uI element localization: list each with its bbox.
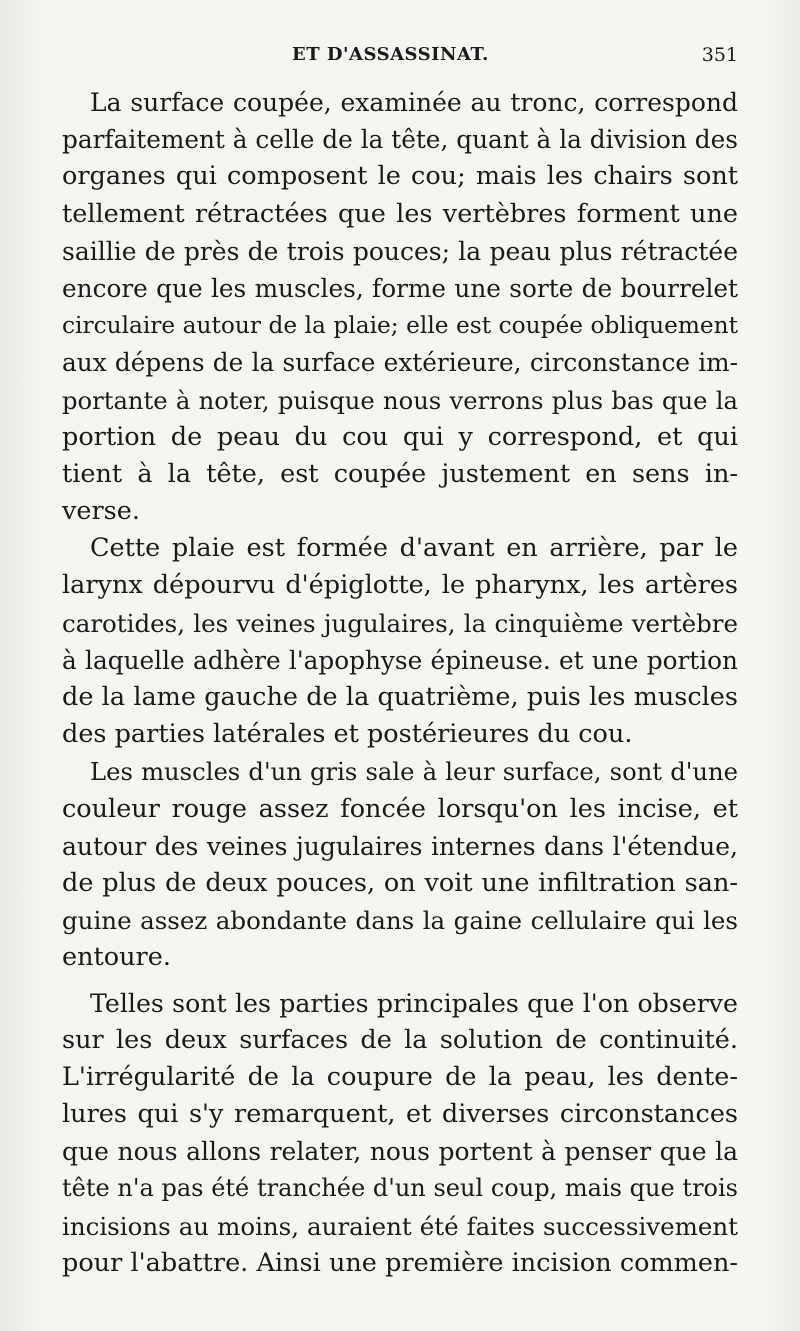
paragraph-2: [62, 530, 738, 753]
text-line: autour des veines jugulaires internes dans l'étendue,: [62, 831, 738, 861]
text-line: tient à la tête, est coupée justement en sens in-: [62, 458, 738, 489]
text-line: tête n'a pas été tranchée d'un seul coup, mais que trois: [62, 1174, 738, 1203]
text-line: Telles sont les parties principales que l'on observe: [90, 988, 738, 1018]
text-line: organes qui composent le cou; mais les chairs sont: [62, 161, 738, 192]
page-header: [62, 44, 738, 74]
text-line: des parties latérales et postérieures du cou.: [62, 719, 633, 750]
text-line: portion de peau du cou qui y correspond, et qui: [62, 421, 738, 452]
body-text: [62, 84, 738, 1282]
text-line: carotides, les veines jugulaires, la cinquième vertèbre: [62, 608, 738, 638]
text-line: guine assez abondante dans la gaine cellulaire qui les: [62, 906, 738, 936]
text-line: portante à noter, puisque nous verrons plus bas que la: [62, 385, 738, 415]
text-line: de la lame gauche de la quatrième, puis les muscles: [62, 682, 738, 712]
paragraph-3: [62, 753, 738, 976]
text-line: pour l'abattre. Ainsi une première incision commen-: [62, 1247, 738, 1278]
text-line: parfaitement à celle de la tête, quant à la division des: [62, 125, 738, 155]
text-line: lures qui s'y remarquent, et diverses circonstances: [62, 1099, 738, 1130]
text-line: saillie de près de trois pouces; la peau plus rétractée: [62, 236, 738, 266]
text-line: L'irrégularité de la coupure de la peau, les dente-: [62, 1061, 738, 1092]
text-line: circulaire autour de la plaie; elle est coupée obliquement: [62, 312, 738, 340]
text-line: Les muscles d'un gris sale à leur surface, sont d'une: [90, 757, 738, 787]
text-line: larynx dépourvu d'épiglotte, le pharynx, les artères: [62, 570, 738, 601]
text-line: entoure.: [62, 942, 171, 973]
text-line: verse.: [62, 496, 140, 527]
text-line: Cette plaie est formée d'avant en arrière, par le: [90, 533, 738, 564]
text-line: incisions au moins, auraient été faites successivement: [62, 1211, 738, 1241]
paragraph-1: [62, 84, 738, 530]
text-line: La surface coupée, examinée au tronc, correspond: [90, 88, 738, 117]
text-line: que nous allons relater, nous portent à penser que la: [62, 1137, 738, 1167]
text-line: à laquelle adhère l'apophyse épineuse. et une portion: [62, 645, 738, 675]
text-line: sur les deux surfaces de la solution de continuité.: [62, 1024, 738, 1055]
text-line: encore que les muscles, forme une sorte de bourrelet: [62, 273, 738, 303]
text-line: tellement rétractées que les vertèbres forment une: [62, 198, 738, 229]
running-head: ET D'ASSASSINAT.: [292, 44, 489, 65]
page-number: 351: [701, 44, 738, 66]
text-line: aux dépens de la surface extérieure, circonstance im-: [62, 348, 738, 378]
text-line: couleur rouge assez foncée lorsqu'on les incise, et: [62, 793, 738, 824]
text-line: de plus de deux pouces, on voit une infiltration san-: [62, 867, 738, 898]
paragraph-4: [62, 985, 738, 1283]
